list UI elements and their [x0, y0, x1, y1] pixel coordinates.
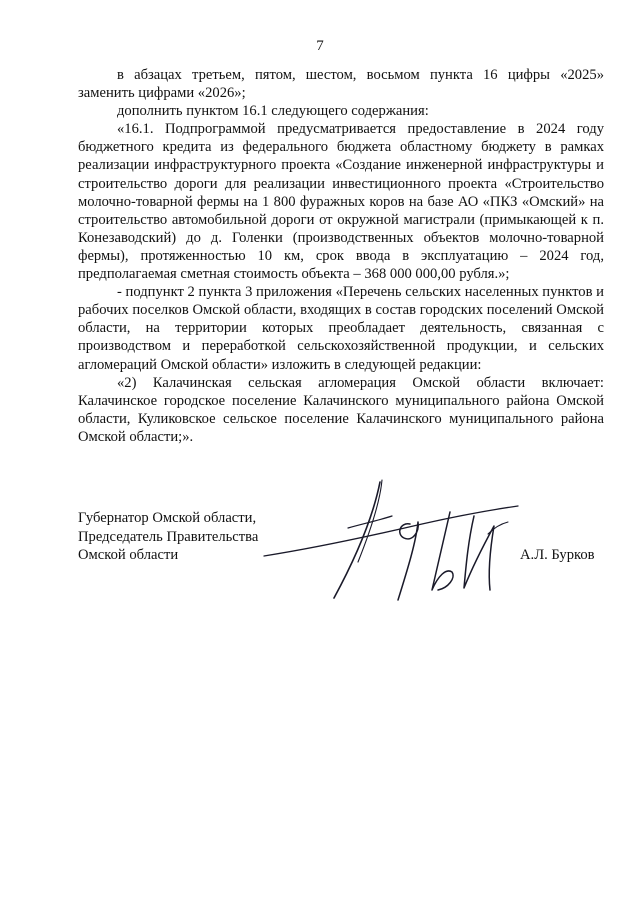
- position-line: Губернатор Омской области,: [78, 510, 257, 526]
- paragraph-replace-years: в абзацах третьем, пятом, шестом, восьмом пункта 16 цифры «2025» заменить цифрами «2026»;: [78, 67, 604, 102]
- position-line: Председатель Правительства: [78, 528, 259, 545]
- page-number: 7: [316, 38, 324, 54]
- paragraph-add-point: дополнить пунктом 16.1 следующего содержания:: [117, 103, 429, 120]
- position-line: Омской области: [78, 547, 179, 564]
- document-body: [78, 66, 604, 446]
- handwritten-signature: [262, 472, 522, 612]
- paragraph-point-16-1: «16.1. Подпрограммой предусматривается предоставление в 2024 году бюджетного кредита из федерального бюджета областному бюджету в рамках реализации инфраструктурного проекта «Создание инженерной инфраструктуры и строительство дороги для реализации инвестиционного проекта «Строительство молочно-товарной фермы на 1 800 фуражных коров на базе АО «ПКЗ «Омский» на строительство автомобильной дороги от окружной магистрали (примыкающей к п. Конезаводский) до д. Голенки (производственных объектов молочно-товарной фермы), протяженностью 10 км, срок ввода в эксплуатацию – 2024 год, предполагаемая сметная стоимость объекта – 368 000 000,00 рубля.»;: [78, 121, 604, 283]
- paragraph-subpoint-2: - подпункт 2 пункта 3 приложения «Перечень сельских населенных пунктов и рабочих поселков Омской области, входящих в состав городских поселений Омской области, на территории которых преобладает деятельность, связанная с производством и переработкой сельскохозяйственной продукции, и сельских агломераций Омской области» изложить в следующей редакции:: [78, 284, 604, 373]
- paragraph-agglomeration: «2) Калачинская сельская агломерация Омской области включает: Калачинское городское поселение Калачинского муниципального района Омской области, Куликовское сельское поселение Калачинского муниципального района Омской области;».: [78, 374, 604, 445]
- signer-name: А.Л. Бурков: [520, 547, 595, 563]
